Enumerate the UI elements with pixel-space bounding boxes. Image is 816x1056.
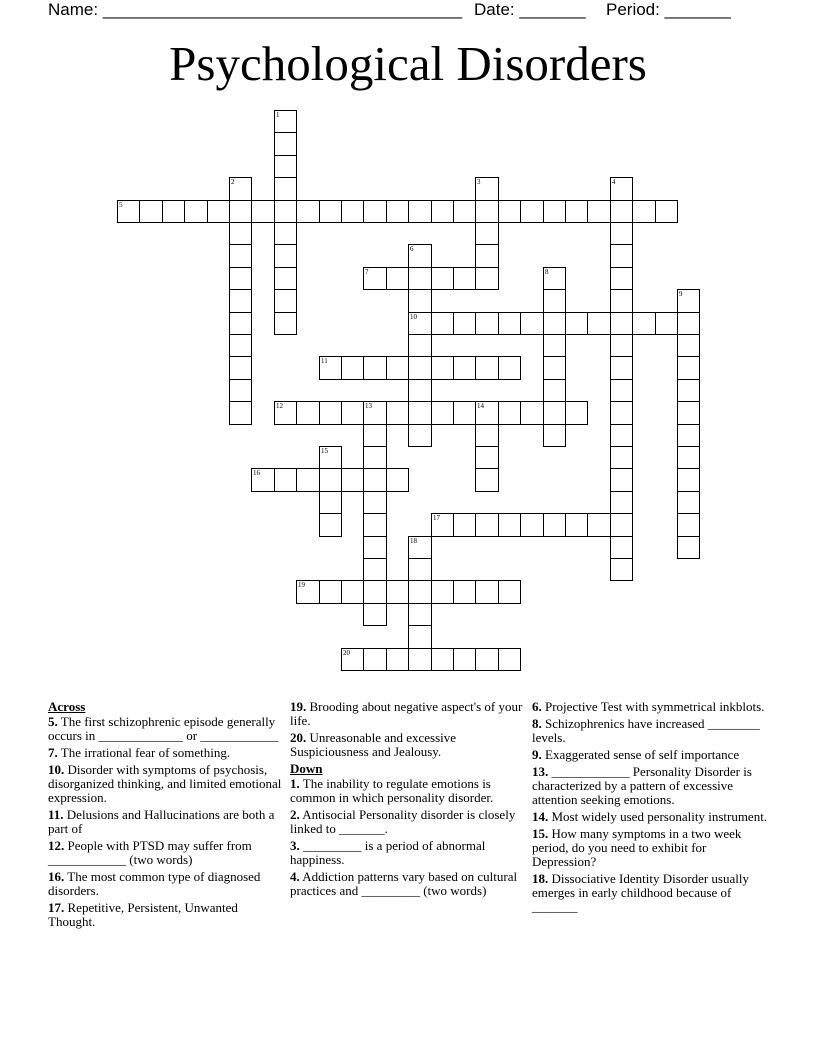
grid-cell[interactable] [363,558,387,581]
clue-number: 20 [343,649,350,657]
across-heading: Across [48,699,86,714]
grid-cell[interactable] [453,401,476,425]
clue-number: 10 [410,313,417,321]
grid-cell[interactable] [363,446,387,469]
grid-cell[interactable] [565,200,588,223]
grid-cell[interactable] [408,580,432,604]
grid-cell[interactable] [319,401,342,425]
grid-cell[interactable] [431,580,454,604]
clue-number: 4 [612,178,616,186]
grid-cell[interactable] [677,379,700,402]
clue-down-14: 14. Most widely used personality instrument. [532,809,768,824]
grid-cell[interactable] [251,200,275,223]
down-heading: Down [290,761,323,776]
grid-cell[interactable] [677,446,700,469]
clue-down-1: 1. The inability to regulate emotions is common in which personality disorder. [290,776,494,805]
grid-cell[interactable] [408,267,432,290]
grid-cell[interactable] [677,401,700,425]
grid-cell[interactable] [229,334,252,357]
grid-cell[interactable] [229,312,252,335]
grid-cell[interactable] [610,468,633,492]
grid-cell[interactable] [274,222,297,245]
grid-cell[interactable] [677,468,700,492]
grid-cell[interactable] [408,334,432,357]
grid-cell[interactable] [677,536,700,559]
clues-column-3 [532,700,770,917]
grid-cell[interactable] [274,200,297,223]
grid-cell[interactable] [341,401,364,425]
clue-number: 2 [231,178,235,186]
grid-cell[interactable] [677,513,700,537]
clues-column-1 [48,700,286,932]
clue-across-20: 20. Unreasonable and excessive Suspiciousness and Jealousy. [290,730,457,759]
grid-cell[interactable] [363,603,387,626]
grid-cell[interactable] [587,200,611,223]
clue-number: 5 [119,201,123,209]
grid-cell[interactable] [632,312,656,335]
clue-down-4: 4. Addiction patterns vary based on cultural practices and _________ (two words) [290,869,518,898]
grid-cell[interactable] [543,200,566,223]
grid-cell[interactable] [431,200,454,223]
grid-cell[interactable] [543,312,566,335]
clue-number: 7 [365,268,369,276]
grid-cell[interactable] [610,558,633,581]
grid-cell[interactable] [610,424,633,447]
period-label: Period: [606,0,660,19]
grid-cell[interactable] [296,468,320,492]
grid-cell[interactable] [341,580,364,604]
clue-across-17: 17. Repetitive, Persistent, Unwanted Thought. [48,900,238,929]
grid-cell[interactable] [610,446,633,469]
grid-cell[interactable] [363,536,387,559]
grid-cell[interactable] [498,401,521,425]
grid-cell[interactable] [543,356,566,380]
grid-cell[interactable] [408,401,432,425]
grid-cell[interactable] [408,558,432,581]
grid-cell[interactable] [296,580,320,604]
grid-cell[interactable] [520,200,544,223]
clue-number: 12 [276,402,283,410]
grid-cell[interactable] [408,648,432,671]
grid-cell[interactable] [431,356,454,380]
grid-cell[interactable] [610,289,633,313]
grid-cell[interactable] [610,200,633,223]
grid-cell[interactable] [274,312,297,335]
clue-across-19: 19. Brooding about negative aspect's of your life. [290,699,523,728]
grid-cell[interactable] [520,513,544,537]
grid-cell[interactable] [274,468,297,492]
grid-cell[interactable] [475,267,499,290]
grid-cell[interactable] [408,356,432,380]
date-blank: _______ [519,0,586,19]
grid-cell[interactable] [475,401,499,425]
grid-cell[interactable] [520,312,544,335]
clue-across-12: 12. People with PTSD may suffer from ____________ (two words) [48,838,252,867]
grid-cell[interactable] [341,468,364,492]
grid-cell[interactable] [363,491,387,514]
clue-number: 13 [365,402,372,410]
clue-number: 11 [321,357,328,365]
grid-cell[interactable] [677,491,700,514]
grid-cell[interactable] [319,468,342,492]
grid-cell[interactable] [341,200,364,223]
clue-across-16: 16. The most common type of diagnosed disorders. [48,869,261,898]
clue-down-9: 9. Exaggerated sense of self importance [532,747,740,762]
grid-cell[interactable] [274,110,297,133]
grid-cell[interactable] [587,513,611,537]
grid-cell[interactable] [229,289,252,313]
clue-number: 1 [276,111,280,119]
grid-cell[interactable] [431,312,454,335]
grid-cell[interactable] [319,513,342,537]
grid-cell[interactable] [498,200,521,223]
grid-cell[interactable] [274,289,297,313]
grid-cell[interactable] [610,536,633,559]
grid-cell[interactable] [453,513,476,537]
grid-cell[interactable] [229,177,252,201]
grid-cell[interactable] [543,267,566,290]
clue-number: 15 [321,447,328,455]
grid-cell[interactable] [475,513,499,537]
name-blank: ______________________________________ [102,0,463,19]
grid-cell[interactable] [408,379,432,402]
grid-cell[interactable] [408,244,432,268]
grid-cell[interactable] [229,222,252,245]
grid-cell[interactable] [475,648,499,671]
grid-cell[interactable] [386,267,409,290]
grid-cell[interactable] [117,200,140,223]
grid-cell[interactable] [453,356,476,380]
grid-cell[interactable] [274,155,297,178]
clue-number: 19 [298,581,305,589]
grid-cell[interactable] [274,177,297,201]
grid-cell[interactable] [229,356,252,380]
grid-cell[interactable] [229,244,252,268]
grid-cell[interactable] [655,200,678,223]
grid-cell[interactable] [386,468,409,492]
grid-cell[interactable] [229,267,252,290]
grid-cell[interactable] [319,580,342,604]
grid-cell[interactable] [296,401,320,425]
grid-cell[interactable] [677,334,700,357]
grid-cell[interactable] [498,648,521,671]
grid-cell[interactable] [610,244,633,268]
grid-cell[interactable] [408,536,432,559]
grid-cell[interactable] [386,580,409,604]
grid-cell[interactable] [431,267,454,290]
grid-cell[interactable] [677,424,700,447]
clue-across-5: 5. The first schizophrenic episode generally occurs in _____________ or ____________ [48,714,279,743]
grid-cell[interactable] [610,401,633,425]
grid-cell[interactable] [363,356,387,380]
clue-number: 18 [410,537,417,545]
grid-cell[interactable] [363,401,387,425]
period-blank: _______ [664,0,731,19]
grid-cell[interactable] [475,468,499,492]
grid-cell[interactable] [453,200,476,223]
clue-across-11: 11. Delusions and Hallucinations are both a part of [48,807,275,836]
grid-cell[interactable] [319,446,342,469]
clue-number: 17 [433,514,440,522]
grid-cell[interactable] [610,356,633,380]
grid-cell[interactable] [296,200,320,223]
grid-cell[interactable] [319,200,342,223]
clue-down-18: 18. Dissociative Identity Disorder usually emerges in early childhood because of _______ [532,871,749,914]
grid-cell[interactable] [543,424,566,447]
grid-cell[interactable] [184,200,208,223]
grid-cell[interactable] [386,401,409,425]
clue-number: 6 [410,245,414,253]
grid-cell[interactable] [363,267,387,290]
grid-cell[interactable] [431,513,454,537]
grid-cell[interactable] [431,648,454,671]
grid-cell[interactable] [475,177,499,201]
grid-cell[interactable] [453,267,476,290]
clue-down-3: 3. _________ is a period of abnormal happiness. [290,838,486,867]
grid-cell[interactable] [543,289,566,313]
grid-cell[interactable] [475,222,499,245]
grid-cell[interactable] [207,200,230,223]
name-label: Name: [48,0,99,19]
grid-cell[interactable] [341,648,364,671]
grid-cell[interactable] [610,513,633,537]
clue-down-6: 6. Projective Test with symmetrical inkblots. [532,699,765,714]
grid-cell[interactable] [319,491,342,514]
grid-cell[interactable] [677,356,700,380]
grid-cell[interactable] [274,267,297,290]
clue-down-8: 8. Schizophrenics have increased ________ levels. [532,716,760,745]
date-label: Date: [474,0,515,19]
grid-cell[interactable] [498,356,521,380]
grid-cell[interactable] [431,401,454,425]
grid-cell[interactable] [408,312,432,335]
grid-cell[interactable] [587,312,611,335]
grid-cell[interactable] [610,491,633,514]
grid-cell[interactable] [610,222,633,245]
grid-cell[interactable] [565,401,588,425]
clue-number: 3 [477,178,481,186]
grid-cell[interactable] [677,289,700,313]
grid-cell[interactable] [610,334,633,357]
grid-cell[interactable] [475,244,499,268]
grid-cell[interactable] [274,244,297,268]
grid-cell[interactable] [610,379,633,402]
grid-cell[interactable] [274,401,297,425]
grid-cell[interactable] [520,401,544,425]
grid-cell[interactable] [610,177,633,201]
grid-cell[interactable] [543,401,566,425]
clue-across-7: 7. The irrational fear of something. [48,745,231,760]
grid-cell[interactable] [363,648,387,671]
grid-cell[interactable] [453,580,476,604]
grid-cell[interactable] [139,200,163,223]
grid-cell[interactable] [610,312,633,335]
clue-number: 8 [545,268,549,276]
grid-cell[interactable] [677,312,700,335]
grid-cell[interactable] [251,468,275,492]
grid-cell[interactable] [363,200,387,223]
grid-cell[interactable] [386,648,409,671]
grid-cell[interactable] [565,312,588,335]
grid-cell[interactable] [229,401,252,425]
grid-cell[interactable] [475,312,499,335]
grid-cell[interactable] [498,312,521,335]
clue-number: 14 [477,402,484,410]
grid-cell[interactable] [408,603,432,626]
grid-cell[interactable] [543,513,566,537]
page-title: Psychological Disorders [169,36,647,91]
grid-cell[interactable] [386,356,409,380]
clue-down-13: 13. ____________ Personality Disorder is characterized by a pattern of excessive attention seeking emotions. [532,764,752,807]
grid-cell[interactable] [475,424,499,447]
grid-cell[interactable] [408,625,432,649]
grid-cell[interactable] [655,312,678,335]
grid-cell[interactable] [475,446,499,469]
grid-cell[interactable] [229,379,252,402]
grid-cell[interactable] [453,648,476,671]
grid-cell[interactable] [475,200,499,223]
grid-cell[interactable] [341,356,364,380]
clue-down-15: 15. How many symptoms in a two week period, do you need to exhibit for Depression? [532,826,742,869]
grid-cell[interactable] [363,513,387,537]
grid-cell[interactable] [632,200,656,223]
grid-cell[interactable] [565,513,588,537]
clue-number: 9 [679,290,683,298]
grid-cell[interactable] [498,513,521,537]
clue-number: 16 [253,469,260,477]
grid-cell[interactable] [498,580,521,604]
clues-column-2 [290,700,528,901]
grid-cell[interactable] [363,580,387,604]
grid-cell[interactable] [363,468,387,492]
grid-cell[interactable] [453,312,476,335]
clue-down-2: 2. Antisocial Personality disorder is closely linked to _______. [290,807,516,836]
grid-cell[interactable] [408,424,432,447]
grid-cell[interactable] [475,580,499,604]
grid-cell[interactable] [319,356,342,380]
grid-cell[interactable] [610,267,633,290]
grid-cell[interactable] [543,379,566,402]
grid-cell[interactable] [408,289,432,313]
grid-cell[interactable] [386,200,409,223]
grid-cell[interactable] [408,200,432,223]
grid-cell[interactable] [543,334,566,357]
grid-cell[interactable] [229,200,252,223]
grid-cell[interactable] [162,200,185,223]
grid-cell[interactable] [274,132,297,156]
grid-cell[interactable] [475,356,499,380]
clue-across-10: 10. Disorder with symptoms of psychosis, disorganized thinking, and limited emotional expression. [48,762,282,805]
grid-cell[interactable] [363,424,387,447]
